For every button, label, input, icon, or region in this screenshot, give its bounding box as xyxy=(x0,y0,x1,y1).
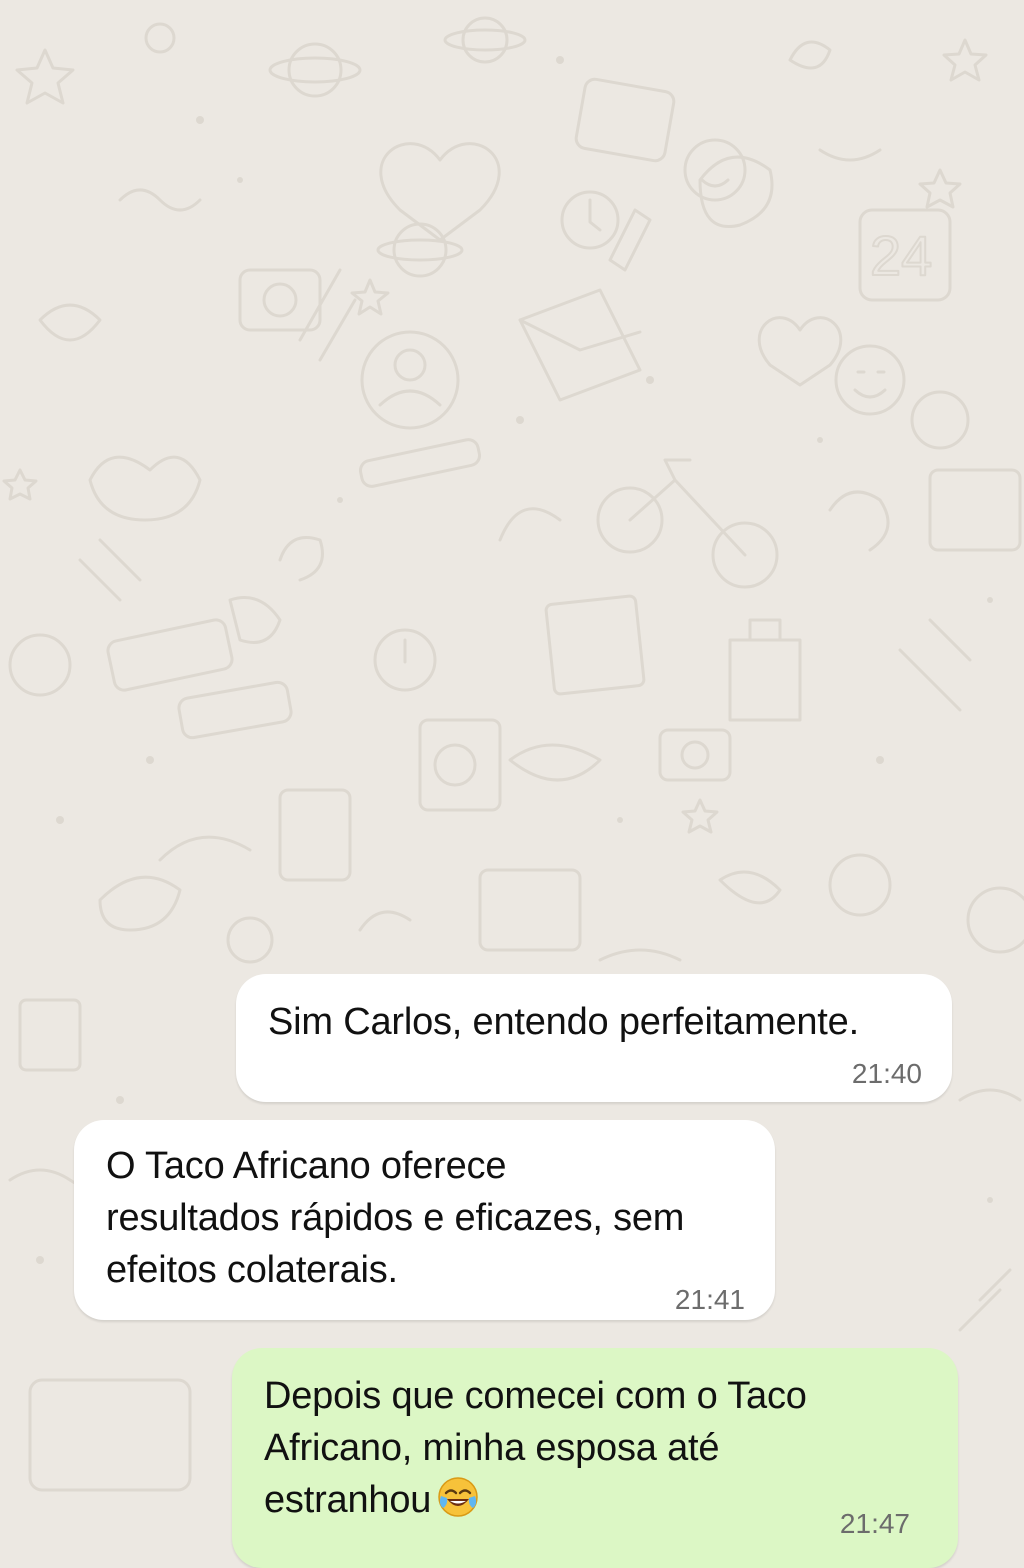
message-timestamp: 21:41 xyxy=(674,1284,745,1315)
incoming-message-bubble[interactable] xyxy=(74,1120,775,1320)
message-text-wrapper xyxy=(264,1370,926,1526)
message-timestamp: 21:47 xyxy=(839,1508,910,1539)
svg-text:24: 24 xyxy=(870,224,933,287)
outgoing-message-bubble[interactable] xyxy=(236,974,952,1102)
message-timestamp: 21:40 xyxy=(851,1058,922,1089)
face-with-tears-of-joy-icon xyxy=(437,1476,479,1518)
message-text: Sim Carlos, entendo perfeitamente. xyxy=(268,1001,859,1043)
message-text: Depois que comecei com o Taco Africano, minha esposa até estranhou xyxy=(264,1375,807,1521)
message-text: O Taco Africano oferece resultados rápidos e eficazes, sem efeitos colaterais. xyxy=(106,1145,685,1291)
outgoing-message-bubble[interactable] xyxy=(232,1348,958,1568)
